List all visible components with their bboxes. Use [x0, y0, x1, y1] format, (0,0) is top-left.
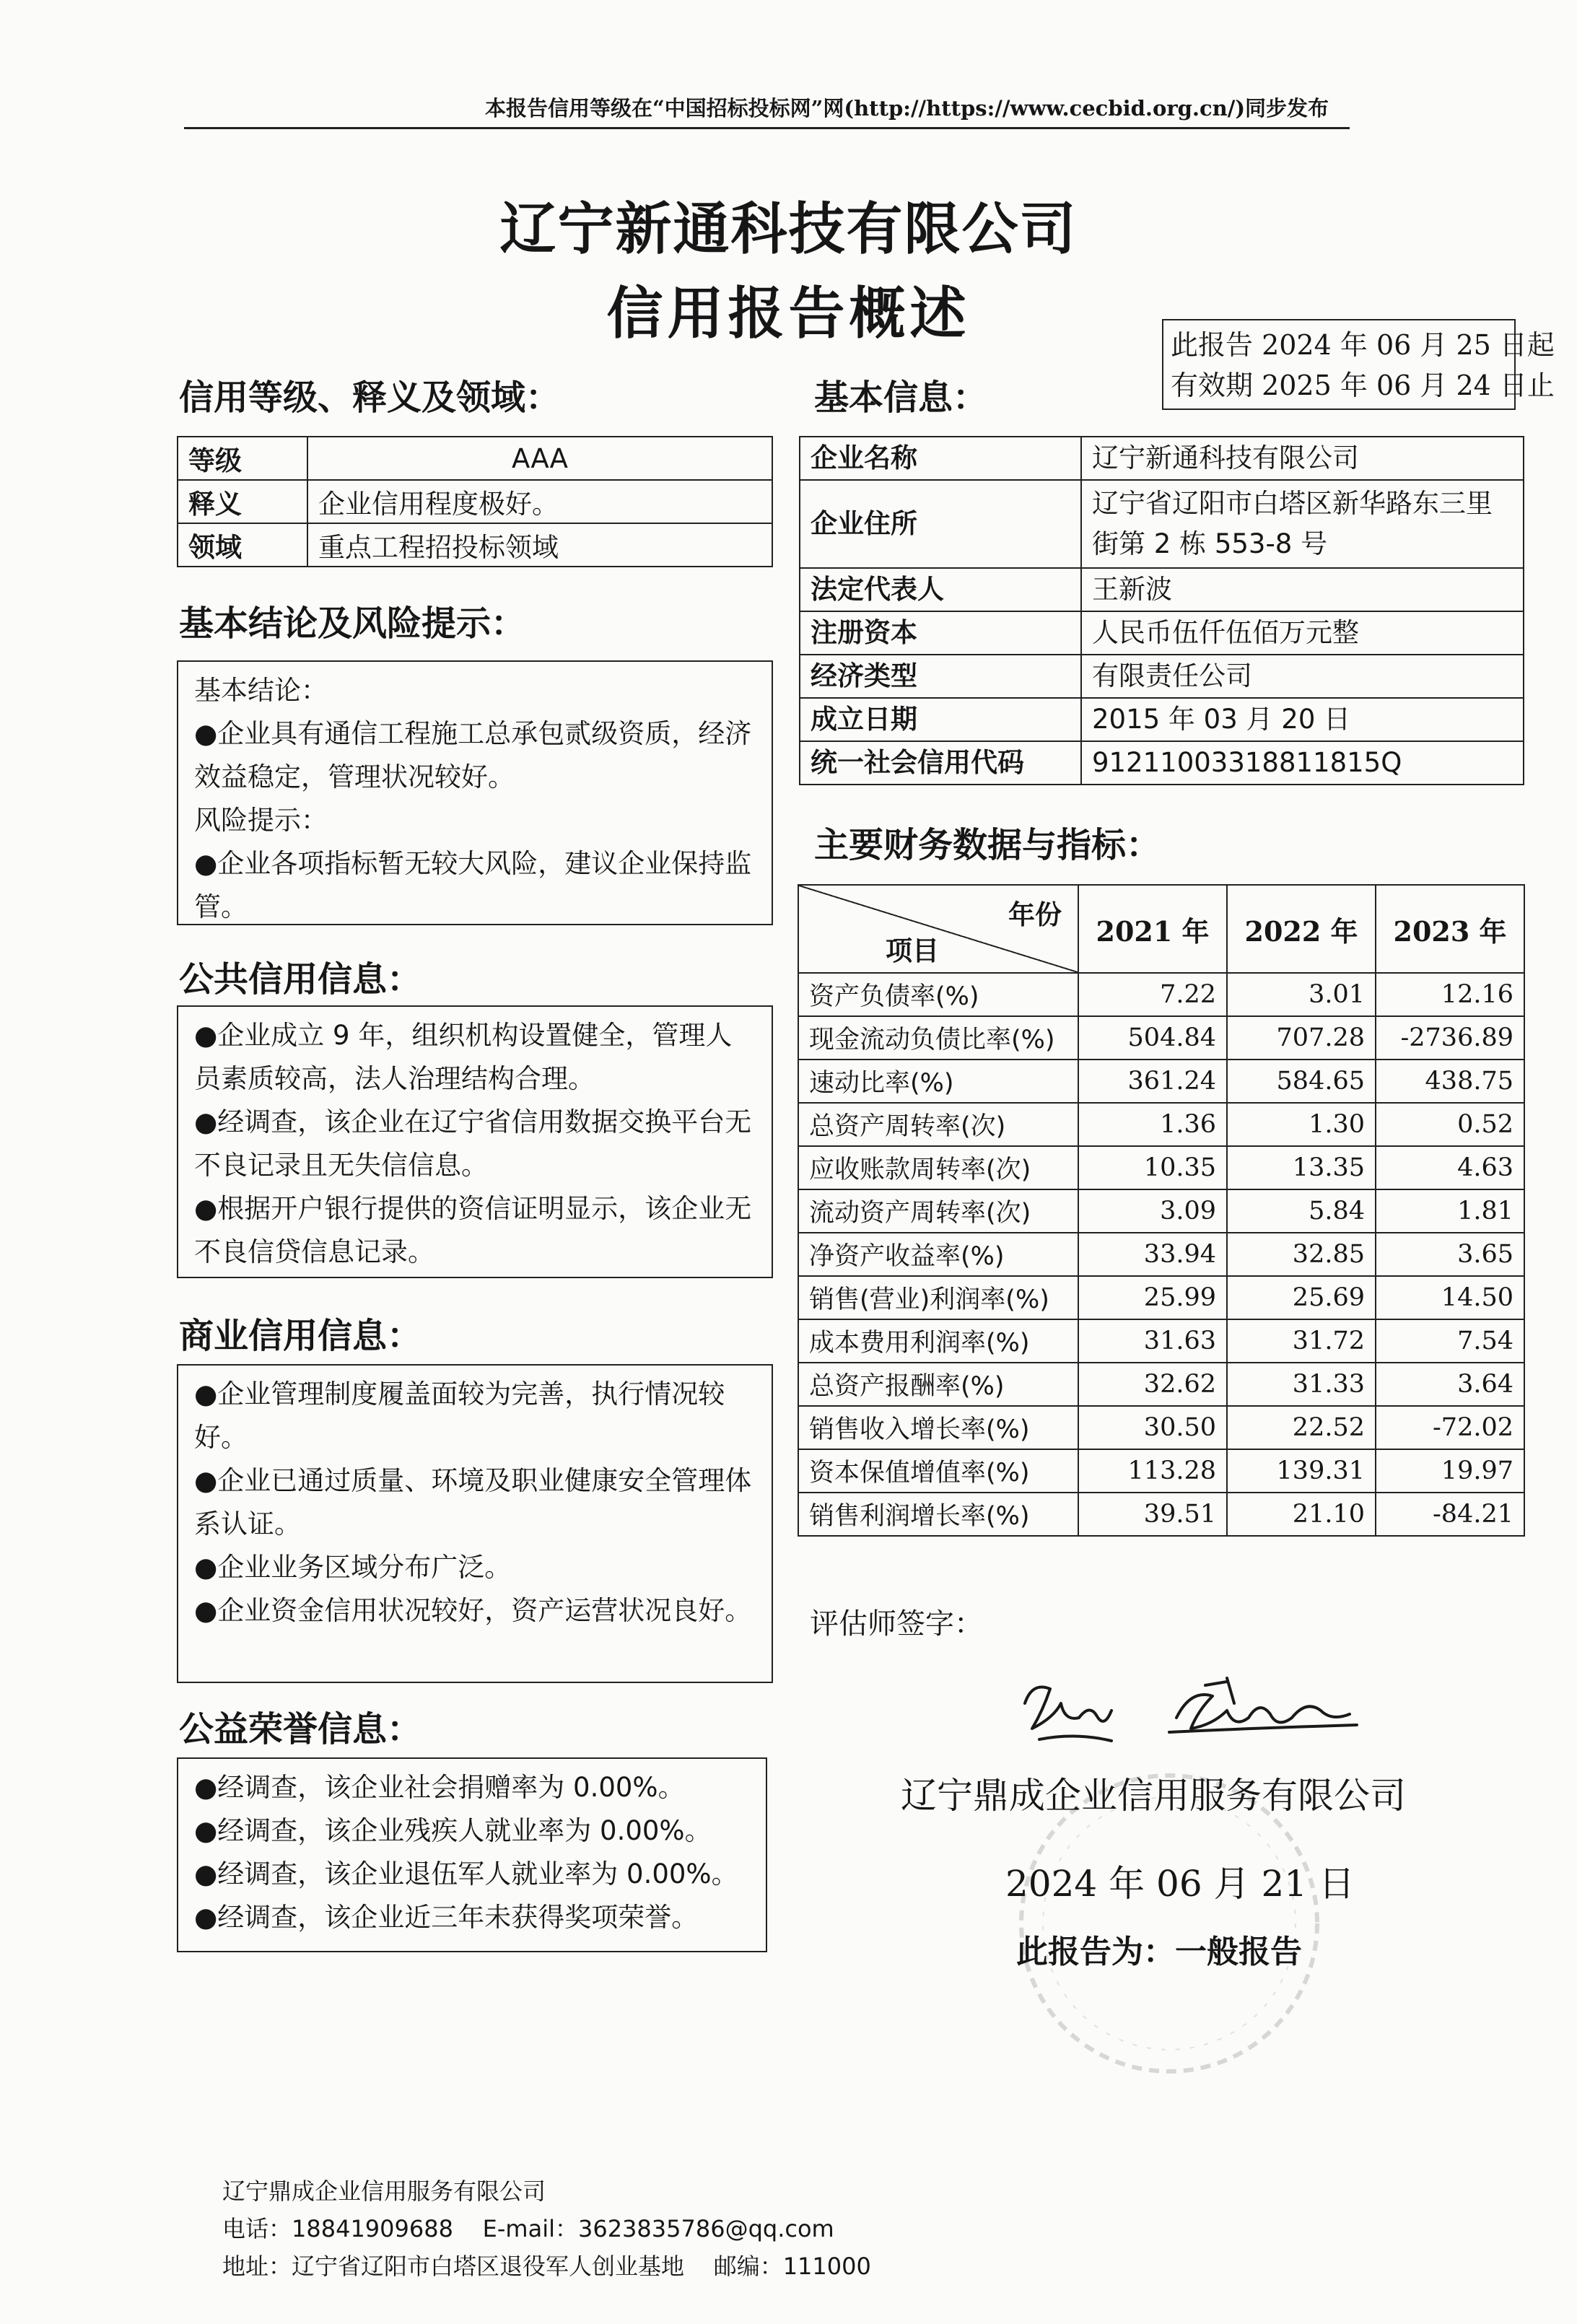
column-header: 2022 年: [1227, 885, 1376, 973]
rating-grade: AAA: [307, 437, 772, 480]
value-cell: 32.85: [1227, 1233, 1376, 1276]
rating-key: 领域: [178, 523, 307, 567]
row-label: 应收账款周转率(次): [798, 1146, 1078, 1189]
honor-heading: 公益荣誉信息：: [179, 1709, 422, 1749]
risk-label: 风险提示：: [194, 805, 328, 836]
value-cell: 31.33: [1227, 1363, 1376, 1406]
table-row: [798, 973, 1524, 1016]
value-cell: 584.65: [1227, 1060, 1376, 1103]
rating-meaning: 企业信用程度极好。: [307, 480, 772, 523]
value-cell: 39.51: [1078, 1493, 1227, 1536]
list-item: ●根据开户银行提供的资信证明显示，该企业无不良信贷信息记录。: [194, 1193, 752, 1267]
table-row: [798, 1103, 1524, 1146]
financial-table-body: [798, 973, 1524, 1536]
row-label: 销售收入增长率(%): [798, 1406, 1078, 1449]
conclusion-heading: 基本结论及风险提示：: [179, 603, 526, 644]
value-cell: 13.35: [1227, 1146, 1376, 1189]
info-key: 经济类型: [800, 655, 1081, 698]
assessor-signature-label: 评估师签字：: [810, 1607, 983, 1641]
basic-info-heading: 基本信息：: [814, 377, 988, 418]
value-cell: 7.54: [1376, 1319, 1524, 1363]
row-label: 总资产周转率(次): [798, 1103, 1078, 1146]
corner-item-label: 项目: [886, 935, 939, 966]
conclusion-label: 基本结论：: [194, 675, 328, 706]
value-cell: 139.31: [1227, 1449, 1376, 1493]
value-cell: 4.63: [1376, 1146, 1524, 1189]
publication-note: 本报告信用等级在“中国招标投标网”网(http://https://www.cecbid.org.cn/)同步发布: [485, 96, 1329, 121]
table-row: [800, 698, 1524, 741]
value-cell: 361.24: [1078, 1060, 1227, 1103]
table-row: [178, 437, 772, 480]
row-label: 成本费用利润率(%): [798, 1319, 1078, 1363]
table-row: [798, 1493, 1524, 1536]
list-item: ●企业业务区域分布广泛。: [194, 1552, 512, 1583]
row-label: 净资产收益率(%): [798, 1233, 1078, 1276]
conclusion-box: [177, 660, 773, 925]
value-cell: 438.75: [1376, 1060, 1524, 1103]
list-item: ●经调查，该企业退伍军人就业率为 0.00%。: [194, 1858, 738, 1890]
info-key: 注册资本: [800, 611, 1081, 655]
list-item: ●企业资金信用状况较好，资产运营状况良好。: [194, 1595, 752, 1626]
table-row: [798, 1363, 1524, 1406]
footer-company: 辽宁鼎成企业信用服务有限公司: [222, 2177, 546, 2205]
table-row: [178, 523, 772, 567]
table-row: [178, 480, 772, 523]
value-cell: 3.65: [1376, 1233, 1524, 1276]
value-cell: 504.84: [1078, 1016, 1227, 1060]
row-label: 总资产报酬率(%): [798, 1363, 1078, 1406]
table-row: [798, 1319, 1524, 1363]
risk-text: ●企业各项指标暂无较大风险，建议企业保持监管。: [194, 848, 752, 922]
value-cell: 25.69: [1227, 1276, 1376, 1319]
report-title: 信用报告概述: [606, 281, 971, 346]
footer-contact: 电话：18841909688 E-mail：3623835786@qq.com: [222, 2215, 834, 2242]
value-cell: 1.36: [1078, 1103, 1227, 1146]
table-row: [798, 1146, 1524, 1189]
table-row: [800, 480, 1524, 568]
validity-start: 此报告 2024 年 06 月 25 日起: [1171, 329, 1555, 361]
info-economic-type: 有限责任公司: [1081, 655, 1524, 698]
honor-box: [177, 1757, 767, 1952]
assessor-handwritten-signature: [1010, 1660, 1386, 1768]
table-row: [798, 1016, 1524, 1060]
table-row: [800, 437, 1524, 480]
table-row: [800, 568, 1524, 611]
rating-field: 重点工程招投标领域: [307, 523, 772, 567]
table-row: [800, 655, 1524, 698]
table-row: [798, 1060, 1524, 1103]
value-cell: 19.97: [1376, 1449, 1524, 1493]
value-cell: 707.28: [1227, 1016, 1376, 1060]
rating-table: [177, 436, 773, 567]
info-company-name: 辽宁新通科技有限公司: [1081, 437, 1524, 480]
company-title: 辽宁新通科技有限公司: [499, 197, 1078, 262]
value-cell: 10.35: [1078, 1146, 1227, 1189]
financial-heading: 主要财务数据与指标：: [814, 825, 1161, 865]
list-item: ●经调查，该企业残疾人就业率为 0.00%。: [194, 1815, 712, 1846]
row-label: 销售利润增长率(%): [798, 1493, 1078, 1536]
business-credit-heading: 商业信用信息：: [179, 1316, 422, 1356]
table-row: [798, 1449, 1524, 1493]
value-cell: 31.63: [1078, 1319, 1227, 1363]
table-row: [798, 1406, 1524, 1449]
public-credit-box: [177, 1005, 773, 1278]
info-key: 企业名称: [800, 437, 1081, 480]
value-cell: 1.81: [1376, 1189, 1524, 1233]
table-corner-cell: [798, 885, 1078, 973]
value-cell: 32.62: [1078, 1363, 1227, 1406]
validity-box: [1162, 319, 1555, 410]
table-row: [798, 1233, 1524, 1276]
value-cell: 5.84: [1227, 1189, 1376, 1233]
value-cell: 3.64: [1376, 1363, 1524, 1406]
value-cell: 22.52: [1227, 1406, 1376, 1449]
list-item: ●经调查，该企业近三年未获得奖项荣誉。: [194, 1902, 699, 1933]
row-label: 资本保值增值率(%): [798, 1449, 1078, 1493]
value-cell: 113.28: [1078, 1449, 1227, 1493]
issue-date: 2024 年 06 月 21 日: [1005, 1863, 1355, 1905]
validity-end: 有效期 2025 年 06 月 24 日止: [1171, 370, 1555, 401]
rating-heading: 信用等级、释义及领域：: [179, 377, 561, 418]
info-founded-date: 2015 年 03 月 20 日: [1081, 698, 1524, 741]
table-row: [798, 1276, 1524, 1319]
info-credit-code: 91211003318811815Q: [1081, 741, 1524, 785]
value-cell: 25.99: [1078, 1276, 1227, 1319]
rating-key: 释义: [178, 480, 307, 523]
table-row: [800, 611, 1524, 655]
value-cell: 33.94: [1078, 1233, 1227, 1276]
value-cell: 0.52: [1376, 1103, 1524, 1146]
rating-key: 等级: [178, 437, 307, 480]
row-label: 销售(营业)利润率(%): [798, 1276, 1078, 1319]
value-cell: 3.01: [1227, 973, 1376, 1016]
list-item: ●经调查，该企业在辽宁省信用数据交换平台无不良记录且无失信信息。: [194, 1106, 752, 1181]
footer: [222, 2172, 871, 2285]
list-item: ●企业成立 9 年，组织机构设置健全，管理人员素质较高，法人治理结构合理。: [194, 1020, 733, 1094]
list-item: ●企业已通过质量、环境及职业健康安全管理体系认证。: [194, 1465, 752, 1539]
info-key: 统一社会信用代码: [800, 741, 1081, 785]
footer-address: 地址：辽宁省辽阳市白塔区退役军人创业基地 邮编：111000: [222, 2253, 871, 2280]
row-label: 资产负债率(%): [798, 973, 1078, 1016]
info-key: 企业住所: [800, 480, 1081, 568]
value-cell: -2736.89: [1376, 1016, 1524, 1060]
info-legal-rep: 王新波: [1081, 568, 1524, 611]
basic-info-table: [799, 436, 1524, 785]
table-row: [798, 1189, 1524, 1233]
table-header-row: [798, 885, 1524, 973]
list-item: ●企业管理制度履盖面较为完善，执行情况较好。: [194, 1379, 725, 1453]
value-cell: 14.50: [1376, 1276, 1524, 1319]
value-cell: 12.16: [1376, 973, 1524, 1016]
value-cell: 1.30: [1227, 1103, 1376, 1146]
value-cell: 3.09: [1078, 1189, 1227, 1233]
info-key: 成立日期: [800, 698, 1081, 741]
value-cell: 7.22: [1078, 973, 1227, 1016]
issuer-organization: 辽宁鼎成企业信用服务有限公司: [901, 1775, 1406, 1817]
value-cell: 30.50: [1078, 1406, 1227, 1449]
business-credit-box: [177, 1364, 773, 1683]
public-credit-heading: 公共信用信息：: [179, 959, 422, 1000]
column-header: 2021 年: [1078, 885, 1227, 973]
value-cell: 31.72: [1227, 1319, 1376, 1363]
conclusion-text: ●企业具有通信工程施工总承包贰级资质，经济效益稳定，管理状况较好。: [194, 718, 752, 792]
info-address: 辽宁省辽阳市白塔区新华路东三里街第 2 栋 553-8 号: [1081, 480, 1524, 568]
column-header: 2023 年: [1376, 885, 1524, 973]
list-item: ●经调查，该企业社会捐赠率为 0.00%。: [194, 1772, 685, 1803]
value-cell: -72.02: [1376, 1406, 1524, 1449]
info-key: 法定代表人: [800, 568, 1081, 611]
value-cell: -84.21: [1376, 1493, 1524, 1536]
financial-table: [798, 884, 1525, 1537]
header-divider: [184, 127, 1350, 129]
row-label: 流动资产周转率(次): [798, 1189, 1078, 1233]
corner-year-label: 年份: [1008, 899, 1062, 930]
row-label: 速动比率(%): [798, 1060, 1078, 1103]
value-cell: 21.10: [1227, 1493, 1376, 1536]
info-capital: 人民币伍仟伍佰万元整: [1081, 611, 1524, 655]
table-row: [800, 741, 1524, 785]
row-label: 现金流动负债比率(%): [798, 1016, 1078, 1060]
report-type: 此报告为：一般报告: [1016, 1934, 1302, 1970]
